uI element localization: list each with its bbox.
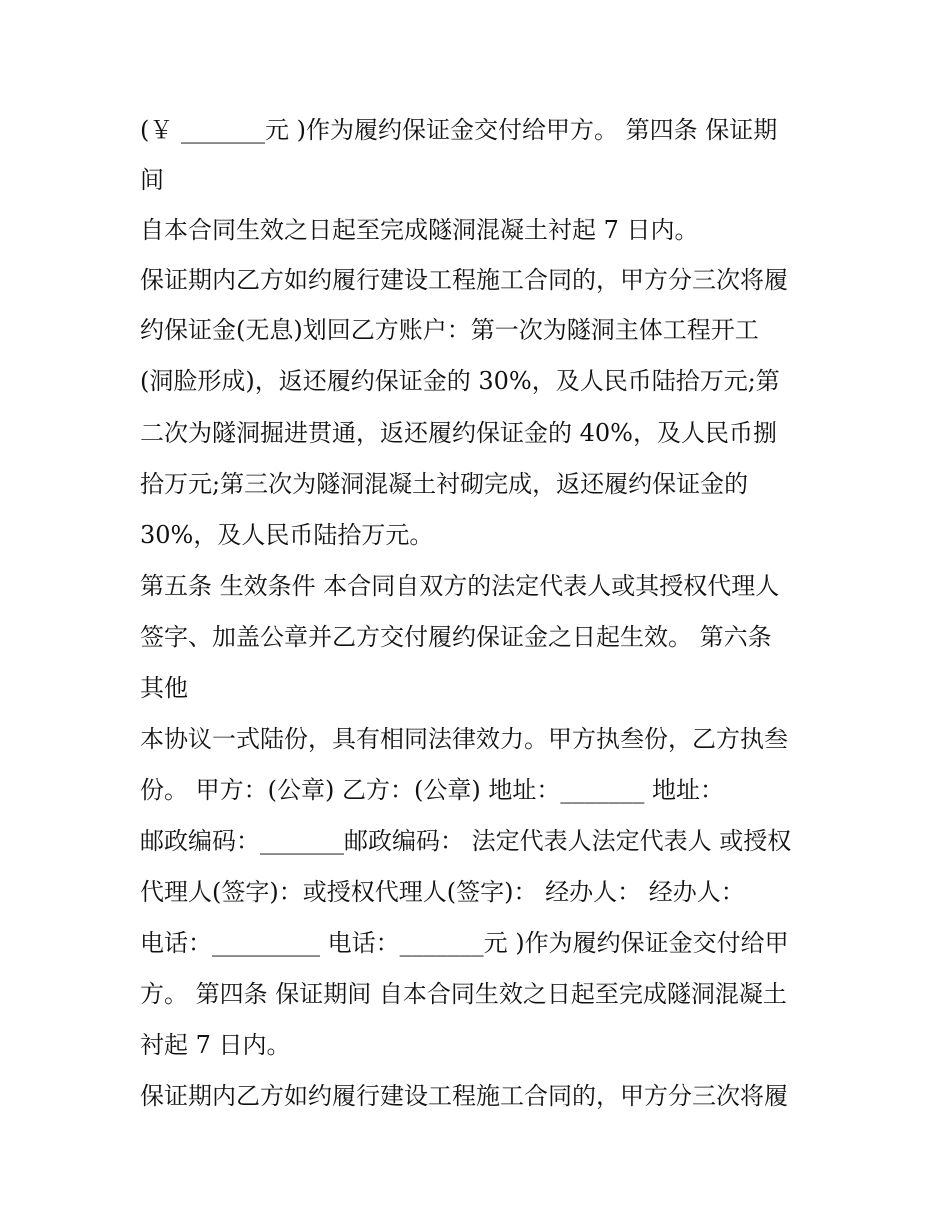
text-line: 保证期内乙方如约履行建设工程施工合同的，甲方分三次将履 bbox=[140, 266, 788, 294]
text-line: 份。 甲方：(公章) 乙方：(公章) 地址：_______ 地址： bbox=[140, 776, 724, 804]
text-line: 电话：_________ 电话：_______元 )作为履约保证金交付给甲 bbox=[140, 929, 789, 957]
text-line: 衬起 7 日内。 bbox=[140, 1031, 291, 1059]
text-line: 签字、加盖公章并乙方交付履约保证金之日起生效。 第六条 bbox=[140, 623, 772, 651]
text-line: 拾万元;第三次为隧洞混凝土衬砌完成，返还履约保证金的 bbox=[140, 470, 749, 498]
text-line: 邮政编码：_______邮政编码： 法定代表人法定代表人 或授权 bbox=[140, 827, 792, 855]
text-line: 其他 bbox=[140, 674, 188, 702]
text-line: 二次为隧洞掘进贯通，返还履约保证金的 40%，及人民币捌 bbox=[140, 419, 777, 447]
text-line: (￥ _______元 )作为履约保证金交付给甲方。 第四条 保证期 bbox=[140, 116, 778, 144]
text-line: 约保证金(无息)划回乙方账户：第一次为隧洞主体工程开工 bbox=[140, 316, 759, 344]
text-line: (洞脸形成)，返还履约保证金的 30%，及人民币陆拾万元;第 bbox=[140, 367, 780, 395]
text-line: 保证期内乙方如约履行建设工程施工合同的，甲方分三次将履 bbox=[140, 1082, 788, 1110]
text-line: 自本合同生效之日起至完成隧洞混凝土衬起 7 日内。 bbox=[140, 216, 699, 244]
text-line: 第五条 生效条件 本合同自双方的法定代表人或其授权代理人 bbox=[140, 572, 780, 600]
text-line: 代理人(签字)：或授权代理人(签字)： 经办人： 经办人： bbox=[140, 878, 745, 906]
text-line: 本协议一式陆份，具有相同法律效力。甲方执叁份，乙方执叁 bbox=[140, 725, 788, 753]
text-line: 方。 第四条 保证期间 自本合同生效之日起至完成隧洞混凝土 bbox=[140, 980, 787, 1008]
text-line: 30%，及人民币陆拾万元。 bbox=[140, 521, 434, 549]
text-line: 间 bbox=[140, 166, 164, 194]
